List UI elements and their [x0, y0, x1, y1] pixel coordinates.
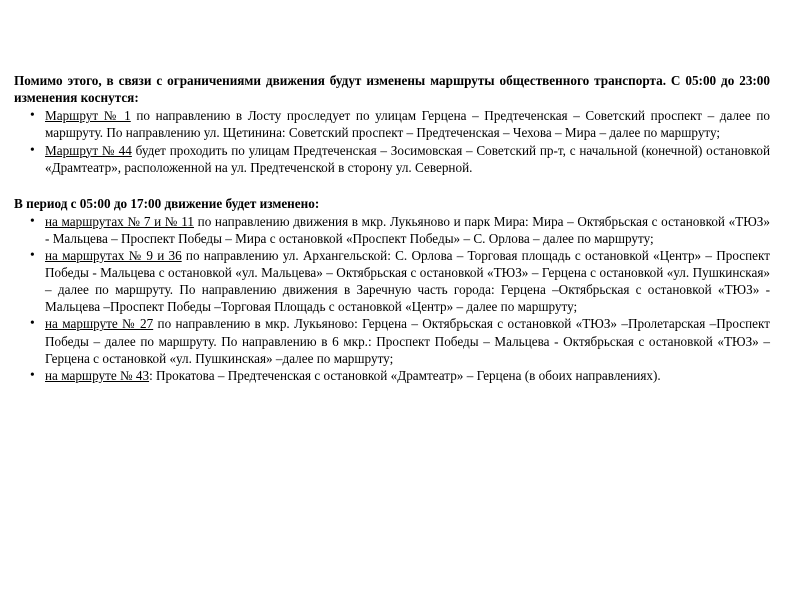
- route-text: будет проходить по улицам Предтеченская – Зосимовская – Советский пр-т, с начальной (конечной) остановкой «Драмтеатр», расположенной на ул. Предтеченской в сторону ул. Северной.: [45, 142, 770, 175]
- list-item: [14, 247, 770, 315]
- list-item: [14, 213, 770, 247]
- route-text: по направлению движения в мкр. Лукьяново и парк Мира: Мира – Октябрьская с остановкой «ТЮЗ» - Мальцева – Проспект Победы – Мира с остановкой «Проспект Победы» – С. Орлова – далее по маршруту;: [45, 213, 770, 246]
- list-item: [14, 142, 770, 176]
- route-lead: на маршруте № 27: [45, 316, 154, 332]
- route-lead: Маршрут № 1: [45, 108, 131, 124]
- list-item: [14, 367, 770, 384]
- route-lead: Маршрут № 44: [45, 142, 132, 158]
- second-section-heading: В период с 05:00 до 17:00 движение будет изменено:: [14, 195, 320, 211]
- route-text: по направлению в Лосту проследует по улицам Герцена – Предтеченская – Советский проспект – далее по маршруту. По направлению ул. Щетинина: Советский проспект – Предтеченская – Чехова – Мира – далее по маршруту;: [45, 108, 771, 141]
- route-text: : Прокатова – Предтеченская с остановкой «Драмтеатр» – Герцена (в обоих направлениях).: [149, 367, 661, 383]
- second-route-list: [14, 213, 770, 384]
- route-lead: на маршрутах № 7 и № 11: [45, 213, 195, 229]
- first-route-list: [14, 107, 770, 175]
- route-text: по направлению в мкр. Лукьяново: Герцена – Октябрьская с остановкой «ТЮЗ» –Пролетарская –Проспект Победы – далее по маршруту. По направлению в 6 мкр.: Проспект Победы – Мальцева - Октябрьская с остановкой «ТЮЗ» –Герцена с остановкой «ул. Пушкинская» –далее по маршруту;: [45, 316, 770, 366]
- route-lead: на маршруте № 43: [45, 367, 150, 383]
- paragraph-spacer: [14, 176, 770, 195]
- list-item: [14, 107, 770, 141]
- route-text: по направлению ул. Архангельской: С. Орлова – Торговая площадь с остановкой «Центр» – Проспект Победы - Мальцева с остановкой «ул. Мальцева» – Октябрьская с остановкой «ТЮЗ» – Герцена с остановкой «ул. Пушкинская» – далее по маршруту. По направлению движения в Заречную часть города: Герцена –Октябрьская с остановкой «ТЮЗ» - Мальцева –Проспект Победы –Торговая Площадь с остановкой «Центр» – далее по маршруту;: [45, 248, 770, 315]
- list-item: [14, 315, 770, 366]
- route-lead: на маршрутах № 9 и 36: [45, 248, 182, 264]
- intro-paragraph: Помимо этого, в связи с ограничениями движения будут изменены маршруты общественного транспорта. С 05:00 до 23:00 изменения коснутся:: [14, 73, 770, 106]
